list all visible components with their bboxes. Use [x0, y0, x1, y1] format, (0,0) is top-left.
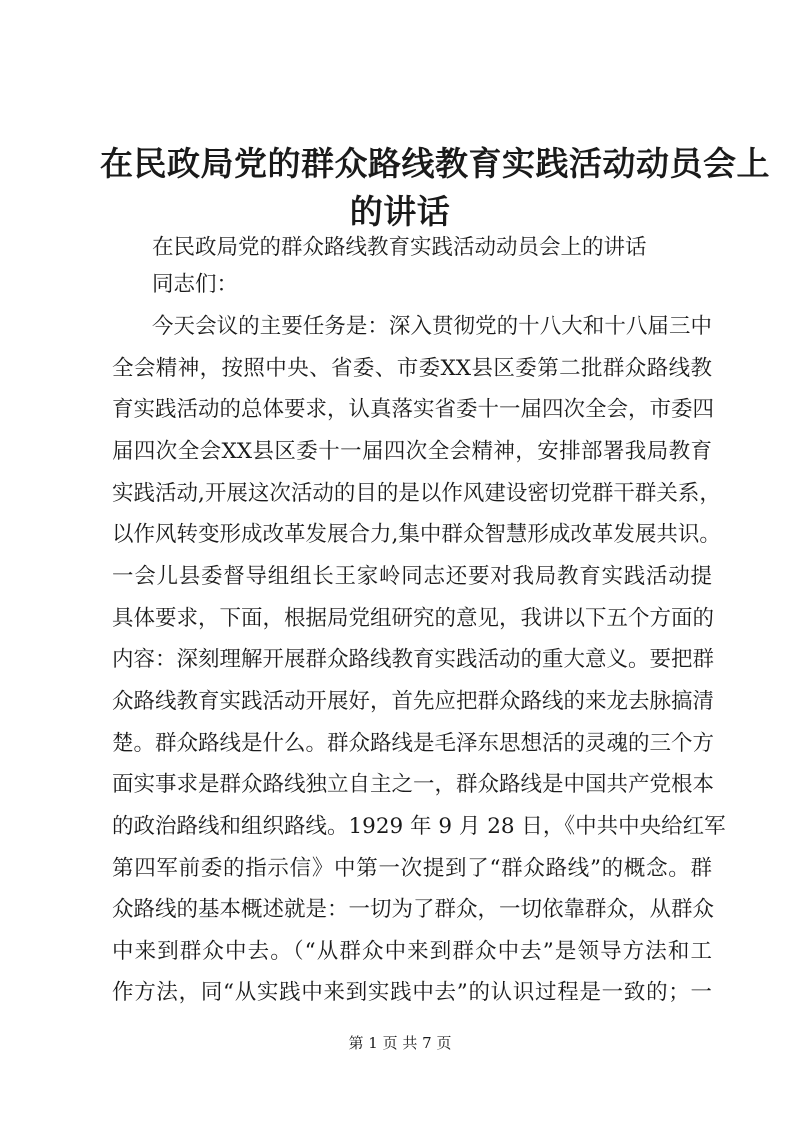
body-line: 作方法，同“从实践中来到实践中去”的认识过程是一致的；一	[112, 980, 712, 1005]
body-line: 一会儿县委督导组组长王家岭同志还要对我局教育实践活动提	[112, 564, 712, 589]
body-line: 众路线的基本概述就是：一切为了群众，一切依靠群众，从群众	[112, 897, 715, 922]
body-line: 届四次全会XX县区委十一届四次全会精神，安排部署我局教育	[112, 439, 712, 464]
body-line: 第四军前委的指示信》中第一次提到了“群众路线”的概念。群	[112, 856, 712, 881]
body-line: 内容：深刻理解开展群众路线教育实践活动的重大意义。要把群	[112, 647, 715, 672]
body-line: 育实践活动的总体要求，认真落实省委十一届四次全会，市委四	[112, 397, 715, 422]
body-line: 众路线教育实践活动开展好，首先应把群众路线的来龙去脉搞清	[112, 689, 715, 714]
body-line: 面实事求是群众路线独立自主之一，群众路线是中国共产党根本	[112, 772, 715, 797]
salutation: 同志们：	[152, 272, 239, 297]
body-line: 具体要求，下面，根据局党组研究的意见，我讲以下五个方面的	[112, 606, 715, 631]
document-title	[100, 140, 770, 236]
body-line: 实践活动,开展这次活动的目的是以作风建设密切党群干群关系，	[112, 481, 721, 506]
document-subtitle: 在民政局党的群众路线教育实践活动动员会上的讲话	[152, 235, 647, 260]
title-line-1: 在民政局党的群众路线教育实践活动动员会上	[100, 144, 770, 183]
body-line: 的政治路线和组织路线。1929 年 9 月 28 日，《中共中央给红军	[112, 814, 726, 839]
body-line: 全会精神，按照中央、省委、市委XX县区委第二批群众路线教	[112, 356, 712, 381]
page-footer: 第 1 页 共 7 页	[348, 1034, 452, 1052]
body-line: 今天会议的主要任务是：深入贯彻党的十八大和十八届三中	[152, 314, 712, 339]
body-line: 中来到群众中去。（“从群众中来到群众中去”是领导方法和工	[112, 939, 712, 964]
title-line-2: 的讲话	[349, 192, 451, 231]
body-line: 楚。群众路线是什么。群众路线是毛泽东思想活的灵魂的三个方	[112, 731, 715, 756]
body-line: 以作风转变形成改革发展合力,集中群众智慧形成改革发展共识。	[112, 522, 721, 547]
